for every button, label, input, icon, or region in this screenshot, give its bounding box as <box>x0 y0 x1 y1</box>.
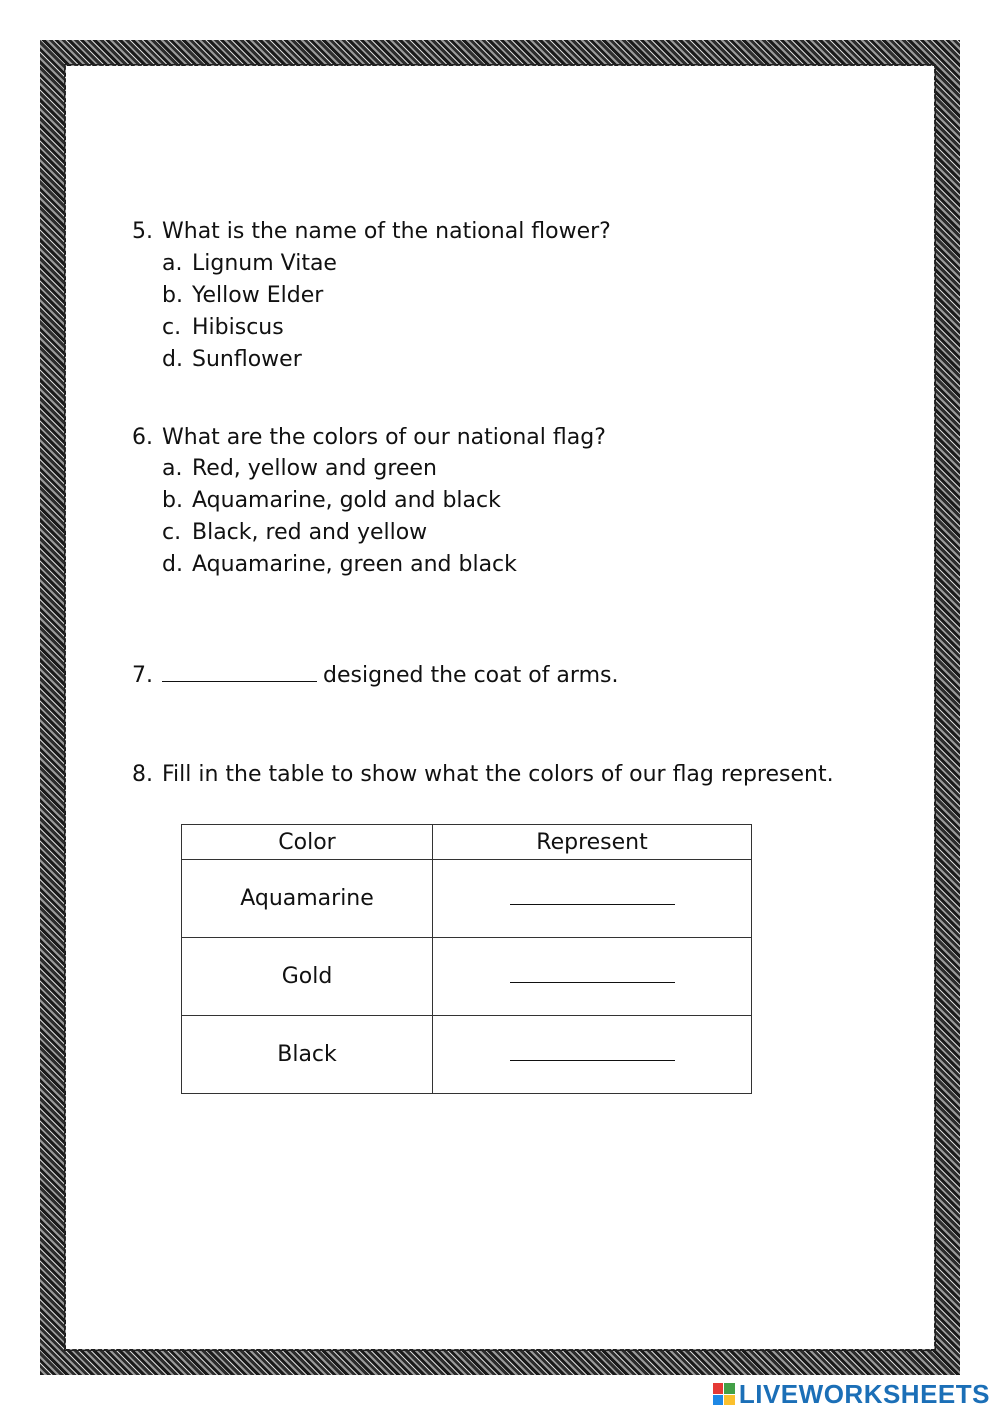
q6-option-c[interactable]: c. Black, red and yellow <box>162 520 428 545</box>
table-row <box>182 1016 752 1094</box>
question-7 <box>132 659 618 692</box>
liveworksheets-logo-icon <box>713 1383 735 1405</box>
answer-blank-input[interactable] <box>510 904 675 905</box>
color-cell: Gold <box>182 938 433 1016</box>
question-number: 5. <box>132 219 153 244</box>
q5-option-b[interactable]: b. Yellow Elder <box>162 283 324 308</box>
answer-blank-input[interactable] <box>510 1060 675 1061</box>
question-6 <box>132 422 606 454</box>
table-row <box>182 860 752 938</box>
q5-option-c[interactable]: c. Hibiscus <box>162 315 284 340</box>
table-header-row <box>182 825 752 860</box>
question-number: 6. <box>132 425 153 450</box>
q6-option-a[interactable]: a. Red, yellow and green <box>162 456 437 481</box>
q5-option-a[interactable]: a. Lignum Vitae <box>162 251 337 276</box>
liveworksheets-watermark <box>713 1377 990 1411</box>
color-meaning-table <box>181 824 752 1094</box>
represent-cell <box>433 1016 752 1094</box>
question-number: 7. <box>132 663 153 688</box>
question-text: designed the coat of arms. <box>323 663 619 688</box>
q5-option-d[interactable]: d. Sunflower <box>162 347 302 372</box>
answer-blank-input[interactable] <box>162 659 317 682</box>
color-cell: Black <box>182 1016 433 1094</box>
answer-blank-input[interactable] <box>510 982 675 983</box>
question-text: What are the colors of our national flag? <box>162 425 606 450</box>
question-text: What is the name of the national flower? <box>162 219 611 244</box>
table-row <box>182 938 752 1016</box>
question-text: Fill in the table to show what the colors of our flag represent. <box>162 762 834 787</box>
q6-option-d[interactable]: d. Aquamarine, green and black <box>162 552 517 577</box>
question-5 <box>132 216 611 248</box>
question-8 <box>132 759 834 791</box>
brand-name: LIVEWORKSHEETS <box>738 1378 990 1409</box>
color-cell: Aquamarine <box>182 860 433 938</box>
represent-cell <box>433 938 752 1016</box>
column-header-color: Color <box>182 825 433 860</box>
q6-option-b[interactable]: b. Aquamarine, gold and black <box>162 488 501 513</box>
represent-cell <box>433 860 752 938</box>
column-header-represent: Represent <box>433 825 752 860</box>
question-number: 8. <box>132 762 153 787</box>
